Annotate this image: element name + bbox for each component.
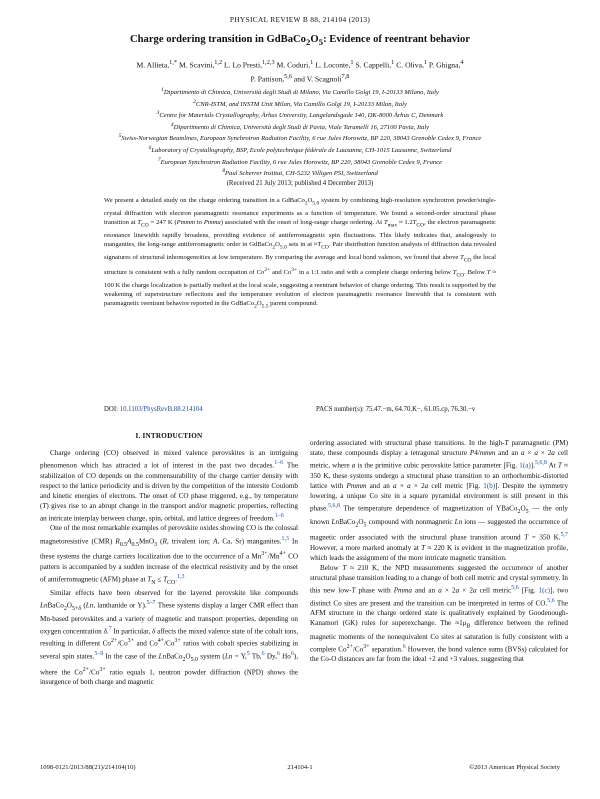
affiliation-7: $^7$European Synchrotron Radiation Facility, 6 rue Jules Horowitz, BP 220, 38043 Grenoble Cedex 9, France — [157, 156, 443, 166]
page-footer — [40, 764, 560, 776]
footer-code: 1098-0121/2013/88(21)/214104(10) — [40, 764, 136, 771]
affiliation-5: $^5$Swiss-Norwegian Beamlines, European Synchrotron Radiation Facility, 6 rue Jules Horowitz, BP 220, 38043 Grenoble Cedex 9, France — [118, 133, 482, 143]
doi-link[interactable]: 10.1103/PhysRevB.88.214104 — [119, 406, 203, 413]
right-column — [310, 438, 568, 664]
copyright: ©2013 American Physical Society — [469, 764, 560, 771]
paragraph: Below T ≈ 210 K, the NPD measurements suggested the occurrence of another structural phase transition leading to a change of both cell metric and crystal symmetry. In this new low-T phase with Pmma and an a × 2a × 2a cell metric$^{5,6}$ [Fig. 1(c)], two distinct Co sites are present and the transition can be interpreted in terms of CO.$^{5,6}$ The AFM structure in the charge ordered state is qualitatively explained by Goodenough-Kanamori (GK) rules for superexchange. The $\approx 1\mu_B$ difference between the refined magnetic moments of the nonequivalent Co sites at saturation is fully consistent with a complete $Co^{2+}/Co^{3+}$ separation.$^6$ However, the bond valence sums (BVSs) calculated for the Co-O distances are far from the ideal +2 and +3 values, suggesting that — [310, 564, 569, 664]
paragraph: Charge ordering (CO) observed in mixed valence perovskites is an intriguing phenomenon which has attracted a lot of interest in the past two decades.$^{1-6}$ The stabilization of CO depends on the commensurability of the charge carrier density with respect to the lattice periodicity and is driven by the competition of the intersite Coulomb and kinetic energies of electrons. The onset of CO phase triggered, e.g., by temperature (T) gives rise to an abrupt change in the transport and/or magnetic properties, reflecting an intricate interplay between charge, spin, orbital, and lattice degrees of freedom.$^{1-6}$ — [40, 449, 298, 523]
journal-header: PHYSICAL REVIEW B 88, 214104 (2013) — [229, 15, 371, 24]
paragraph: ordering associated with structural phase transitions. In the high-T paramagnetic (PM) state, these compounds display a tetragonal structure P4/mmm and an a × a × 2a cell metric, where a is the primitive cubic perovskite lattice parameter [Fig. 1(a)].$^{5,6,8}$ At T ≈ 350 K, these systems undergo a structural phase transition to an orthorhombic-distorted lattice with Pmmm and an a × a × 2a cell metric [Fig. 1(b)]. Despite the symmetry lowering, a unique Co site in a square pyramidal environment is still present in this phase.$^{5,6,8}$ The temperature dependence of magnetization of $YBaCo_2O_5$ — the only known $LnBaCo_2O_5$ compound with nonmagnetic Ln ions — suggested the occurrence of magnetic order associated with the structural phase transition around T = 350 K.$^{5,7}$ However, a more marked anomaly at T ≈ 220 K is evident in the magnetization profile, which leads the assignment of the more intricate magnetic transition. — [310, 439, 569, 562]
affiliations — [30, 86, 570, 179]
pacs-numbers: PACS number(s): 75.47.−m, 64.70.K−, 61.05.cp, 76.30.−v — [316, 406, 476, 413]
doi-label: DOI: — [104, 406, 120, 413]
received-dates: (Received 21 July 2013; published 4 December 2013) — [226, 180, 374, 187]
page-number: 214104-1 — [287, 764, 313, 771]
doi — [104, 406, 203, 413]
affiliation-1: $^1$Dipartimento di Chimica, Università degli Studi di Milano, Via Camillo Golgi 19, I-20133 Milano, Italy — [161, 87, 439, 97]
paragraph: One of the most remarkable examples of perovskite oxides showing CO is the colossal magnetoresistive (CMR) $R_{0.5}A_{0.5}MnO_3$ (R, trivalent ion; A, Ca, Sr) manganites.$^{1,3}$ In these systems the charge carriers localization due to the occurrence of a $Mn^{3+}/Mn^{4+}$ CO pattern is accompanied by a sudden increase of the electrical resistivity and by the onset of antiferromagnetic (AFM) phase at $T_N \le T_{CO}.^{1,3}$ — [40, 524, 298, 586]
left-column — [40, 448, 298, 687]
affiliation-6: $^6$Laboratory of Crystallography, BSP, Ecole polytechnique fédérale de Lausanne, CH-1015 Lausanne, Switzerland — [148, 144, 452, 155]
affiliation-2: $^2$CNR-ISTM, and INSTM Unit Milan, Via Camillo Golgi 19, I-20133 Milan, Italy — [193, 98, 407, 108]
affiliation-3: $^3$Centre for Materials Crystallography, Århus University, Langelandsgade 140, DK-8000 Århus C, Denmark — [156, 110, 444, 120]
author-line-1: M. Allieta,$^{1,*}$ M. Scavini,$^{1,2}$ L. Lo Presti,$^{1,2,3}$ M. Coduri,$^1$ L. Loconte,$^1$ S. Cappelli,$^1$ C. Oliva,$^1$ P. Ghigna,$^4$ — [136, 59, 464, 70]
author-list — [60, 57, 540, 84]
paragraph: Similar effects have been observed for the layered perovskite like compounds $LnBaCo_2O_{5+\delta}$ (Ln, lanthanide or Y).$^{5-7}$ These systems display a larger CMR effect than Mn-based perovskites and a variety of magnetic and transport properties, depending on oxygen concentration δ.$^7$ In particular, δ affects the mixed valence state of the cobalt ions, resulting in different $Co^{2+}/Co^{3+}$ and $Co^{4+}/Co^{3+}$ ratios with cobalt species stabilizing in several spin states.$^{5-9}$ In the case of the $LnBaCo_2O_{5.0}$ system (Ln = Y,$^5$ Tb,$^6$ Dy,$^6$ Ho$^6$), where the $Co^{2+}/Co^{3+}$ ratio equals 1, neutron powder diffraction (NPD) shows the insurgence of both charge and magnetic — [40, 588, 299, 687]
affiliation-8: $^8$Paul Scherrer Institut, CH-5232 Villigen PSI, Switzerland — [222, 168, 378, 178]
section-heading: I. INTRODUCTION — [135, 432, 203, 440]
abstract: We present a detailed study on the charge ordering transition in a $GdBaCo_2O_{5.0}$ system by combining high-resolution synchrotron powder/single-crystal diffraction with electron paramagnetic resonance experiments as a function of temperature. We found a second-order structural phase transition at $T_{CO} = 247$ K (Pmmm to Pmma) associated with the onset of long-range charge ordering. At $T_{max} \approx 1.2T_{CO}$, the electron paramagnetic resonance linewidth rapidly broadens, providing evidence of antiferromagnetic spin fluctuations. This likely indicates that, analogously to manganites, the long-range antiferromagnetic order in $GdBaCo_2O_{5.0}$ sets in at $\approx T_{CO}$. Pair distribution function analysis of diffraction data revealed signatures of structural inhomogeneities at low temperature. By comparing the average and local bond valences, we found that above $T_{CO}$ the local structure is consistent with a fully random occupation of $Co^{2+}$ and $Co^{3+}$ in a 1:1 ratio and with a complete charge ordering below $T_{CO}$. Below T ≈ 100 K the charge localization is partially melted at the local scale, suggesting a reentrant behavior of charge ordering. This result is supported by the weakening of superstructure reflections and the temperature evolution of electron paramagnetic resonance linewidth that is consistent with paramagnetic reentrant behavior reported in the $GdBaCo_2O_{5.5}$ parent compound. — [104, 197, 497, 310]
author-line-2: P. Pattison,$^{5,6}$ and V. Scagnoli$^{7,8}$ — [250, 72, 350, 84]
article-title: Charge ordering transition in $GdBaCo_2O_5$: Evidence of reentrant behavior — [130, 34, 470, 48]
affiliation-4: $^4$Dipartimento di Chimica, Università degli Studi di Pavia, Viale Taramelli 16, 27100 Pavia, Italy — [170, 121, 430, 131]
